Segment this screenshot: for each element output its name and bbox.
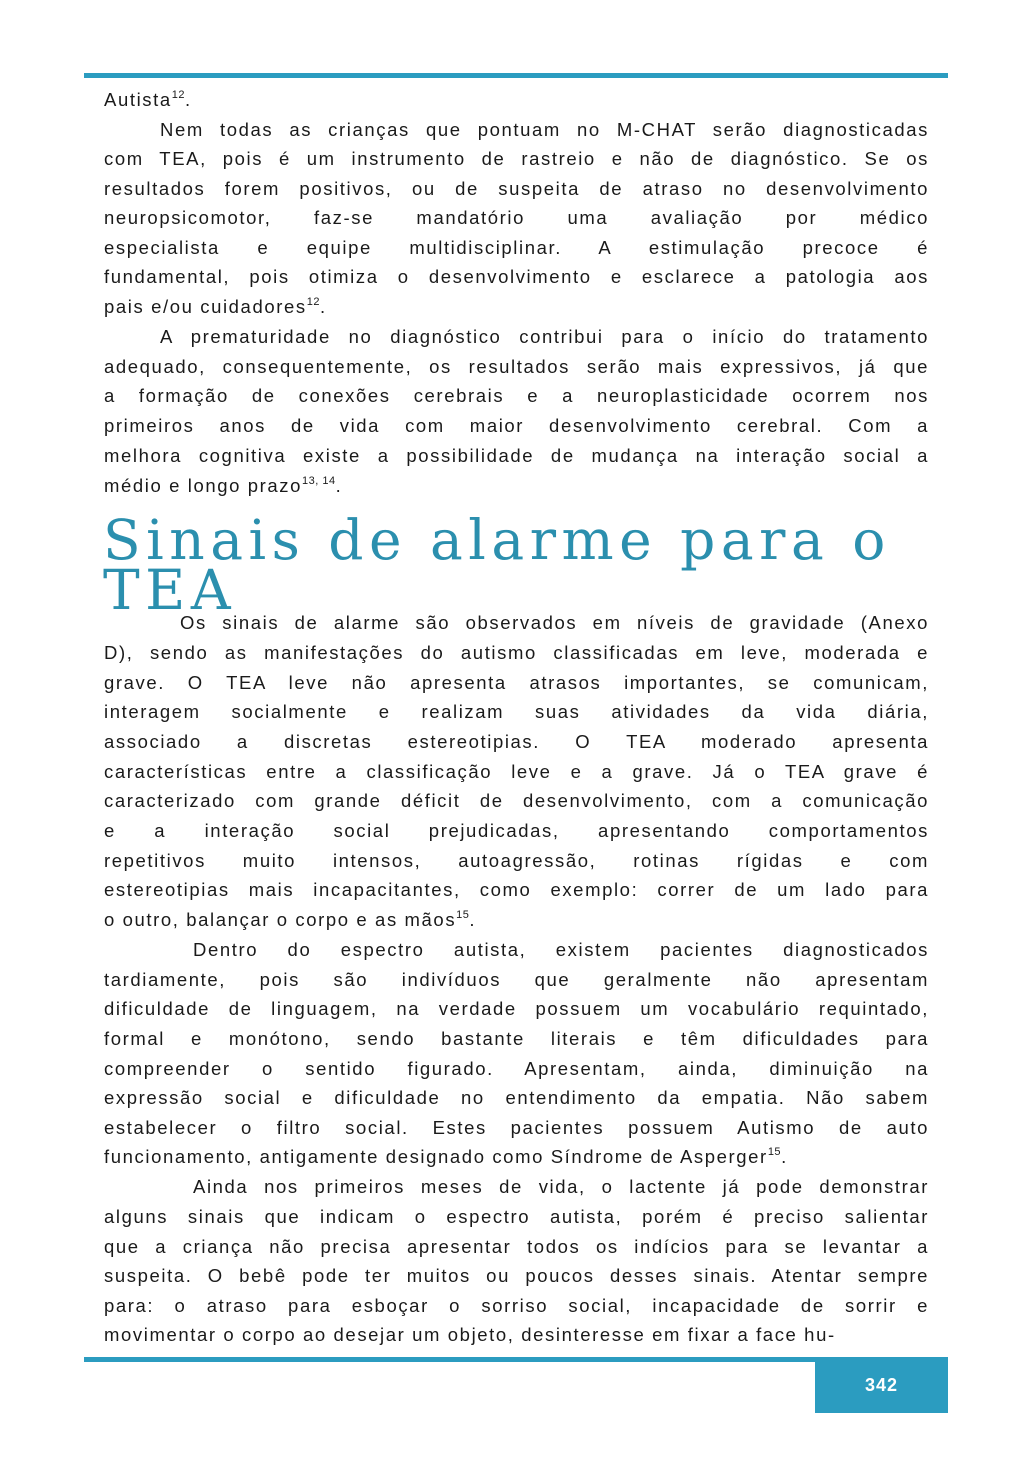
page-number: 342 <box>815 1357 948 1413</box>
text-line <box>104 1083 929 1113</box>
text-line <box>104 668 929 698</box>
text-line-content: a formação de conexões cerebrais e a neuroplasticidade ocorrem nos <box>104 385 929 406</box>
text-line-content: características entre a classificação leve e a grave. Já o TEA grave é <box>104 761 929 782</box>
text-line-content: especialista e equipe multidisciplinar. A estimulação precoce é <box>104 237 929 258</box>
text-line <box>104 1202 929 1232</box>
top-rule <box>84 73 948 78</box>
text-line-content: Nem todas as crianças que pontuam no M-CHAT serão diagnosticadas <box>160 119 929 140</box>
text-line <box>104 905 929 935</box>
punctuation: . <box>335 475 343 496</box>
text-line-content: e a interação social prejudicadas, apresentando comportamentos <box>104 820 929 841</box>
text-line <box>104 786 929 816</box>
text-line <box>104 1232 929 1262</box>
text-line-content: Dentro do espectro autista, existem pacientes diagnosticados <box>193 939 929 960</box>
text-line-content: neuropsicomotor, faz-se mandatório uma avaliação por médico <box>104 207 929 228</box>
text-line-content: movimentar o corpo ao desejar um objeto, desinteresse em fixar a face hu- <box>104 1324 836 1345</box>
text-line <box>104 233 929 263</box>
citation-superscript: 15 <box>767 1146 782 1158</box>
text-line-content: o outro, balançar o corpo e as mãos <box>104 909 457 930</box>
punctuation: . <box>469 909 477 930</box>
text-line-content: estabelecer o filtro social. Estes pacientes possuem Autismo de auto <box>104 1117 929 1138</box>
text-line-content: grave. O TEA leve não apresenta atrasos importantes, se comunicam, <box>104 672 929 693</box>
text-line-content: fundamental, pois otimiza o desenvolvimento e esclarece a patologia aos <box>104 266 929 287</box>
text-line-content: funcionamento, antigamente designado como Síndrome de Asperger <box>104 1146 768 1167</box>
text-line <box>104 965 929 995</box>
text-line-content: interagem socialmente e realizam suas atividades da vida diária, <box>104 701 929 722</box>
text-line <box>104 85 929 115</box>
text-line <box>104 352 929 382</box>
text-line-content: compreender o sentido figurado. Apresentam, ainda, diminuição na <box>104 1058 929 1079</box>
text-line-content: expressão social e dificuldade no entendimento da empatia. Não sabem <box>104 1087 929 1108</box>
text-line <box>104 411 929 441</box>
text-line-content: primeiros anos de vida com maior desenvolvimento cerebral. Com a <box>104 415 929 436</box>
text-line <box>104 1261 929 1291</box>
section-heading-line1: Sinais de alarme para o <box>103 508 891 572</box>
text-line-content: alguns sinais que indicam o espectro autista, porém é preciso salientar <box>104 1206 929 1227</box>
text-line <box>104 1291 929 1321</box>
text-line <box>104 816 929 846</box>
text-line-content: pais e/ou cuidadores <box>104 296 307 317</box>
text-line-content: D), sendo as manifestações do autismo classificadas em leve, moderada e <box>104 642 929 663</box>
text-line <box>104 994 929 1024</box>
citation-superscript: 12 <box>171 89 186 101</box>
text-line-content: estereotipias mais incapacitantes, como exemplo: correr de um lado para <box>104 879 929 900</box>
text-line <box>193 935 929 965</box>
text-line-content: melhora cognitiva existe a possibilidade de mudança na interação social a <box>104 445 929 466</box>
punctuation: . <box>781 1146 788 1167</box>
bottom-rule <box>84 1357 816 1362</box>
text-line <box>160 322 929 352</box>
text-line <box>104 1320 929 1350</box>
text-line-content: Ainda nos primeiros meses de vida, o lactente já pode demonstrar <box>193 1176 929 1197</box>
text-line <box>104 1054 929 1084</box>
text-line <box>104 174 929 204</box>
text-line <box>104 697 929 727</box>
citation-superscript: 12 <box>306 296 320 308</box>
text-line <box>104 292 929 322</box>
text-line <box>104 1142 929 1172</box>
text-line-content: para: o atraso para esboçar o sorriso social, incapacidade de sorrir e <box>104 1295 929 1316</box>
text-line <box>104 144 929 174</box>
text-line-content: Os sinais de alarme são observados em níveis de gravidade (Anexo <box>180 612 929 633</box>
text-line-content: dificuldade de linguagem, na verdade possuem um vocabulário requintado, <box>104 998 929 1019</box>
text-line <box>104 638 929 668</box>
text-line-content: tardiamente, pois são indivíduos que geralmente não apresentam <box>104 969 929 990</box>
text-line-content: médio e longo prazo <box>104 475 303 496</box>
text-line-content: resultados forem positivos, ou de suspeita de atraso no desenvolvimento <box>104 178 929 199</box>
citation-superscript: 15 <box>456 909 470 921</box>
text-line <box>104 1113 929 1143</box>
text-line <box>104 757 929 787</box>
text-line <box>104 846 929 876</box>
text-line <box>160 115 929 145</box>
text-line-content: repetitivos muito intensos, autoagressão, rotinas rígidas e com <box>104 850 929 871</box>
text-line <box>104 203 929 233</box>
text-line <box>104 875 929 905</box>
text-line-content: formal e monótono, sendo bastante literais e têm dificuldades para <box>104 1028 929 1049</box>
text-line-content: A prematuridade no diagnóstico contribui para o início do tratamento <box>160 326 929 347</box>
text-line-content: que a criança não precisa apresentar todos os indícios para se levantar a <box>104 1236 929 1257</box>
text-line-content: suspeita. O bebê pode ter muitos ou poucos desses sinais. Atentar sempre <box>104 1265 929 1286</box>
citation-superscript: 13, 14 <box>302 475 336 487</box>
text-line-content: associado a discretas estereotipias. O TEA moderado apresenta <box>104 731 929 752</box>
text-line <box>104 441 929 471</box>
text-line <box>104 471 929 501</box>
text-line-content: Autista <box>104 89 172 110</box>
text-line <box>104 381 929 411</box>
section-heading-line2: TEA <box>103 558 237 622</box>
text-line <box>104 1024 929 1054</box>
text-line <box>104 262 929 292</box>
text-line <box>180 608 929 638</box>
punctuation: . <box>319 296 327 317</box>
text-line <box>193 1172 929 1202</box>
text-line-content: adequado, consequentemente, os resultados serão mais expressivos, já que <box>104 356 929 377</box>
text-line <box>104 727 929 757</box>
text-line-content: com TEA, pois é um instrumento de rastreio e não de diagnóstico. Se os <box>104 148 929 169</box>
text-line-content: caracterizado com grande déficit de desenvolvimento, com a comunicação <box>104 790 929 811</box>
punctuation: . <box>185 89 192 110</box>
